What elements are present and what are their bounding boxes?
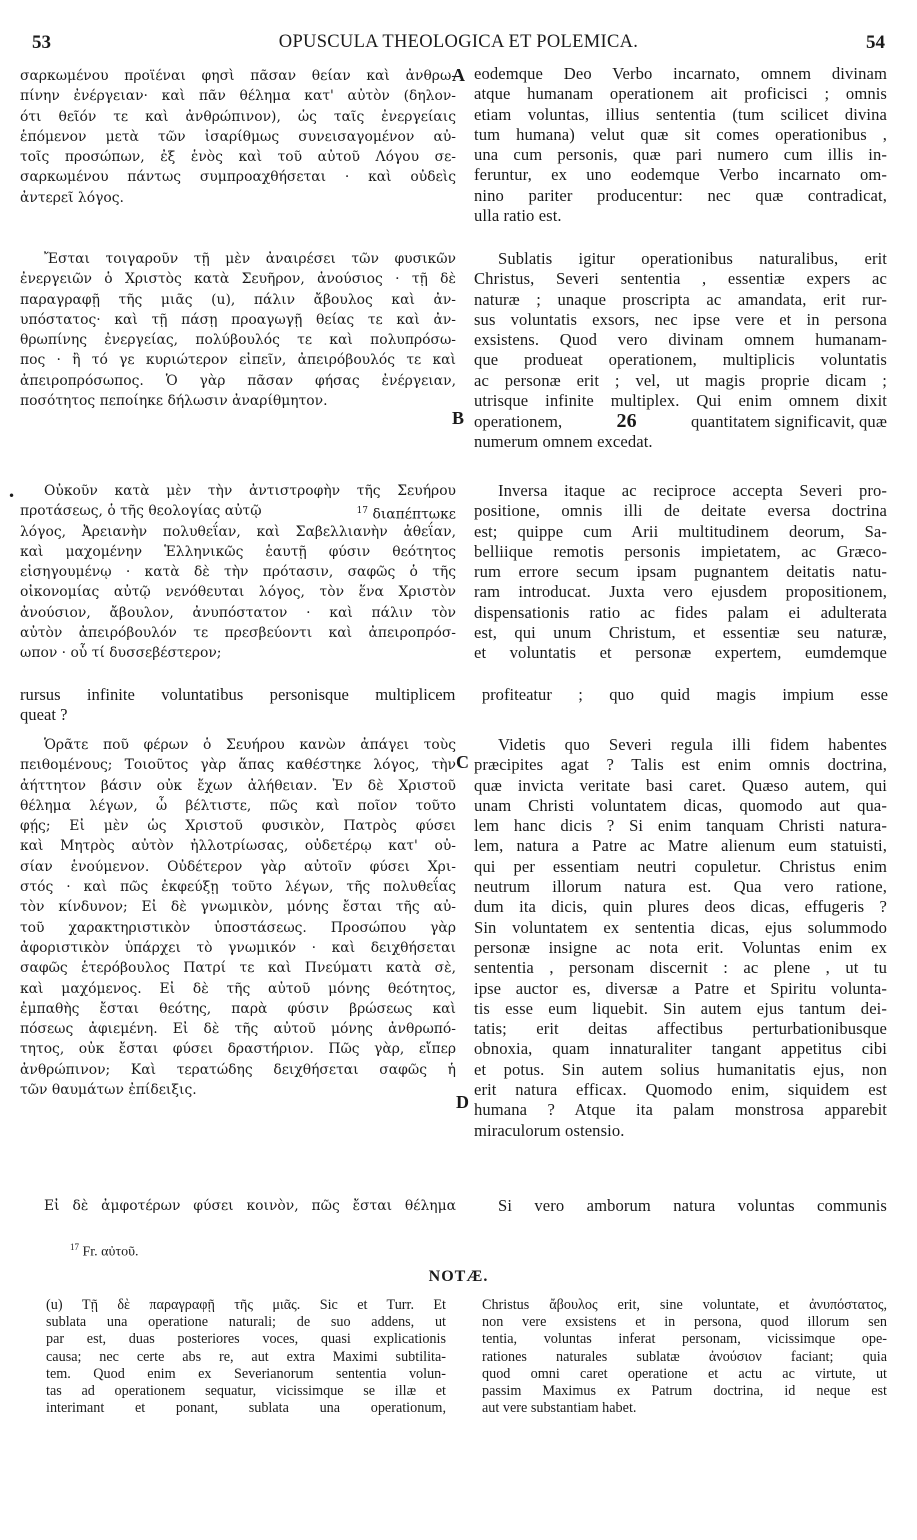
latin-paragraph-5 <box>474 1196 887 1216</box>
note-line: sublata una operatione naturali; de suo addens, ut <box>46 1314 446 1331</box>
text-line: ἀνθρώπινον; Καὶ τερατώδης δειχθήσεται σαφῶς ἡ <box>20 1061 456 1078</box>
text-line: lem, natura a Patre ac Matre alienum eum statuisti, <box>474 836 887 856</box>
text-line: tis esse eum liquebit. Sin autem ejus tantum dei- <box>474 998 887 1018</box>
text-line: Inversa itaque ac reciproce accepta Severi pro- <box>498 481 887 500</box>
text-line: et voluntatis et personæ expertem, eumdemque <box>474 643 887 663</box>
latin-paragraph-1 <box>474 64 887 226</box>
running-title: OPUSCULA THEOLOGICA ET POLEMICA. <box>278 32 639 52</box>
note-line: causa; nec certe abs re, aut extra Maximi subtilita- <box>46 1348 446 1365</box>
text-line: numerum omnem excedat. <box>474 431 653 451</box>
text-line: τοῦ χαρακτηριστικὸν ὑποστάσεως. Προσώπου γὰρ <box>20 919 456 936</box>
text-line: Οὐκοῦν κατὰ μὲν τὴν ἀντιστροφὴν τῆς Σευήρου <box>44 483 456 499</box>
text-line: τῶν θαυμάτων ἐπίδειξις. <box>20 1082 197 1099</box>
text-line: καὶ μαχόμενος. Εἰ δὲ τῆς αὐτοῦ μόνης θεότητος, <box>20 980 456 997</box>
footnote <box>70 1238 139 1262</box>
text-line: ἑπόμενον μετὰ τῶν ἰσαρίθμως συνεισαγομένον αὐ- <box>20 128 456 145</box>
text-line: erit natura efficax. Quomodo enim, siquidem est <box>474 1080 887 1100</box>
text-line: personæ insigne ac nota erit. Voluntas enim ex <box>474 937 887 957</box>
latin-paragraph-3 <box>474 481 887 664</box>
text-line: στός · καὶ πῶς ἐκφεύξῃ τοῦτο λέγων, τῆς πολυθεΐας <box>20 879 456 896</box>
footnote-reference: 17 <box>356 506 369 517</box>
text-line: αὐτὸν ἀπειρόβουλόν τε πρεσβεύοντι καὶ ἀπειροπρόσ- <box>20 625 456 642</box>
text-line: υπόστατος· καὶ τῇ πάσῃ προαγωγῇ θείας τε καὶ ἀν- <box>20 311 456 328</box>
text-line: eodemque Deo Verbo incarnato, omnem divinam <box>474 64 887 83</box>
text-line: πος · ἢ τό γε κυριώτερον εἰπεῖν, ἀπειρόβουλός τε καὶ <box>20 352 456 369</box>
text-line: τὸν κίνδυνον; Εἰ δὲ γνωμικὸν, μόνης ἔσται τῆς αὐ- <box>20 899 456 916</box>
text-line: Sin voluntatem ex sententia dicas, ejus solummodo <box>474 917 887 937</box>
text-line: εἰσηγουμένῳ · κατὰ δὲ τὴν πρότασιν, σαφῶς ὁ τῆς <box>20 564 456 581</box>
text-line: θρωπίνης ἐνεργείας, πολύβουλός τε καὶ πολυπρόσω- <box>20 332 456 349</box>
note-line: (u) Τῇ δὲ παραγραφῇ τῆς μιᾶς. Sic et Turr. Et <box>46 1297 446 1313</box>
margin-mark: • <box>8 489 16 503</box>
greek-paragraph-4 <box>20 735 456 1100</box>
text-line: præcipites agat ? Talis est enim omnis doctrina, <box>474 755 887 775</box>
text-line: una cum personis, quæ pari numero cum illis in- <box>474 145 887 165</box>
text-line: λόγος, Ἀρειανὴν πολυθεΐαν, καὶ Σαβελλιανὴν ἀθεΐαν, <box>20 523 456 540</box>
note-line: interimant et ponant, sublata una operationum, <box>46 1400 446 1417</box>
note-line: non vere exsistens et in persona, quod illorum sen <box>482 1314 887 1331</box>
text-line: qui per essentiam neutri copuletur. Christus enim <box>474 856 887 876</box>
text-line: ac personæ erit ; vel, ut magis proprie dicam ; <box>474 370 887 390</box>
note-line: tem. Quod enim ex Severianorum sententia volun- <box>46 1365 446 1382</box>
text-line: θέλημα λέγων, ὦ βέλτιστε, πῶς καὶ ποῖον τοῦτο <box>20 797 456 814</box>
text-line: etiam voluntas, illius sententia (tum scilicet divina <box>474 104 887 124</box>
text-line: παραγραφῇ τῆς μιᾶς (u), πάλιν ἄβουλος καὶ ἀν- <box>20 291 456 308</box>
text-line: Videtis quo Severi regula illi fidem habentes <box>498 735 887 754</box>
text-line: est, qui unum Christum, et essentiæ seu naturæ, <box>474 623 887 643</box>
text-line: queat ? <box>20 705 68 725</box>
text-line: ποσότητος πεποίηκε δήλωσιν ἀναρίθμητον. <box>20 393 328 410</box>
footnote-number: 17 <box>70 1242 79 1252</box>
text-line: οἰκονομίας αὐτῷ νενόθευται λόγος, τὸν ἕνα Χριστὸν <box>20 584 456 601</box>
text-line: σαρκωμένου πάντως συμπροαχθήσεται · καὶ οὐδεὶς <box>20 169 456 186</box>
text-line: ram introducat. Juxta vero ejusdem propositionem, <box>474 582 887 602</box>
text-line <box>474 411 887 431</box>
text-line: πίνην ἐνέργειαν· καὶ πᾶν θέλημα κατ' αὐτὸν (δηλον- <box>20 88 456 105</box>
note-line: tentia, voluntas inferat personam, vicissimque ope- <box>482 1331 887 1348</box>
text-line: καὶ Μητρὸς αὐτὸν ἠλλοτρίωσας, οὐδετέρῳ κατ' οὐ- <box>20 838 456 855</box>
column-number: 26 <box>616 410 637 433</box>
notes-heading: NOTÆ. <box>428 1268 489 1285</box>
text-line: ἐνεργειῶν ὁ Χριστὸς κατὰ Σευῆρον, ἀνούσιος · τῇ δὲ <box>20 271 456 288</box>
text-line: ωπον · οὗ τί δυσσεβέστερον; <box>20 645 222 662</box>
column-marker-b: B <box>452 408 465 428</box>
text-line: tatis; erit deitas affectibus perturbationibusque <box>474 1019 887 1039</box>
note-line: aut vere substantiam habet. <box>482 1400 637 1417</box>
text-line: Ὁρᾶτε ποῦ φέρων ὁ Σευήρου κανὼν ἀπάγει τοὺς <box>44 737 456 753</box>
notes-column-right <box>482 1297 887 1417</box>
text-line: tum humana) velut quæ sit comes operationibus , <box>474 124 887 144</box>
text-line: et potus. Sin autem solius humanitatis ejus, non <box>474 1059 887 1079</box>
text-line: τητος, οὐκ ἔσται φύσει δραστήριον. Πῶς γὰρ, εἴπερ <box>20 1041 456 1058</box>
text-line: σαφῶς ἑτερόβουλος Πατρί τε καὶ Πνεύματι κατὰ σὲ, <box>20 960 456 977</box>
text-line: nino pariter producentur: nec quæ contradicat, <box>474 185 887 205</box>
text-line: utrisque infinite multiplex. Qui enim omnem dixit <box>474 391 887 411</box>
note-line: tas ad operationem sequatur, vicissimque se illæ et <box>46 1382 446 1399</box>
text-line: unam Christi voluntatem dicas, quomodo aut qua- <box>474 795 887 815</box>
text-line: est; quippe cum Arii multitudinem deorum, Sa- <box>474 521 887 541</box>
text-line: miraculorum ostensio. <box>474 1120 625 1140</box>
text-line: ἀήττητον βάσιν οὐκ ἔχων ἀλήθειαν. Ἐν δὲ Χριστοῦ <box>20 777 456 794</box>
text-line: Εἰ δὲ ἀμφοτέρων φύσει κοινὸν, πῶς ἔσται θέλημα <box>44 1198 456 1214</box>
text-line: lem hanc dicis ? Si enim tanquam Christi natura- <box>474 816 887 836</box>
page-number-right: 54 <box>866 32 885 53</box>
greek-paragraph-5 <box>20 1196 456 1216</box>
text-line: positione, omnis illi de deitate eversa doctrina <box>474 501 887 521</box>
greek-paragraph-2 <box>20 249 456 411</box>
text-line: φῄς; Εἰ μὲν ὡς Χριστοῦ φυσικὸν, Πατρὸς φύσει <box>20 818 456 835</box>
notes-column-left <box>46 1297 446 1417</box>
column-marker-c: C <box>456 752 469 772</box>
note-line: par est, duas posteriores voces, quasi explicationis <box>46 1331 446 1348</box>
latin-paragraph-2 <box>474 249 887 452</box>
note-line: quod omni caret operatione et actu ac virtute, ut <box>482 1365 887 1382</box>
text-line: Si vero amborum natura voluntas communis <box>498 1196 887 1215</box>
text-line: πόσεως ἀφιεμένη. Εἰ δὲ τῆς αὐτοῦ μόνης ἀνθρωπό- <box>20 1021 456 1038</box>
page-number-left: 53 <box>32 32 51 53</box>
text-line <box>20 501 456 521</box>
text-line: Sublatis igitur operationibus naturalibus, erit <box>498 249 887 268</box>
greek-paragraph-1 <box>20 66 456 208</box>
column-marker-a: A <box>452 65 465 85</box>
text-fragment: operationem, <box>474 412 563 432</box>
text-line: dum ita dicis, quin plures deos dicas, effugeris ? <box>474 897 887 917</box>
text-line: quæ invicta veritate basi caret. Quæso autem, qui <box>474 775 887 795</box>
text-line: feruntur, ex uno eodemque Verbo incarnato om- <box>474 165 887 185</box>
text-line: humana ? Atque ita palam monstrosa apparebit <box>474 1100 887 1120</box>
text-line: Christus, Severi sententia , essentiæ expers ac <box>474 269 887 289</box>
full-width-text <box>20 685 888 726</box>
text-line: ulla ratio est. <box>474 206 562 226</box>
footnote-text: Fr. αὐτοῦ. <box>82 1244 139 1260</box>
text-line: rum errore secum ipsam pugnantem deitatis natu- <box>474 562 887 582</box>
note-line: rationes naturales sublatæ ἀνούσιον faciant; quia <box>482 1348 887 1365</box>
text-line: dispensationis ratio ac fides palam ei adulterata <box>474 602 887 622</box>
text-line: τοῖς προσώπων, ἐξ ἑνὸς καὶ τοῦ αὐτοῦ Λόγου σε- <box>20 149 456 166</box>
text-fragment: quantitatem significavit, quæ <box>691 412 887 432</box>
text-line: exsistens. Quod vero divinam omnem humanam- <box>474 330 887 350</box>
note-line: passim Maximus ex Patrum doctrina, id neque est <box>482 1382 887 1399</box>
greek-paragraph-3 <box>20 481 456 664</box>
latin-paragraph-4 <box>474 735 887 1141</box>
text-line: atque humanam operationem ait proficisci ; omnis <box>474 84 887 104</box>
text-line: naturæ ; unaque proscripta ac amandata, erit rur- <box>474 289 887 309</box>
text-line: σαρκωμένου προϊέναι φησὶ πᾶσαν θείαν καὶ ἀνθρω- <box>20 68 456 84</box>
text-line: ἀφοριστικὸν ὑπάρχει τὸ γνωμικόν · καὶ δειχθήσεται <box>20 939 456 956</box>
text-line: ἐμπαθὴς ἔσται θεότης, παρὰ φύσιν βρώσεως καὶ <box>20 1000 456 1017</box>
text-line: ipse auctor es, diversæ a Patre et Spiritu volunta- <box>474 978 887 998</box>
text-line: que produeat operationem, multiplicis voluntatis <box>474 350 887 370</box>
text-line: ότι θεῖόν τε καὶ ἀνθρώπινον), ὡς ταῖς ἐνεργείαις <box>20 108 456 125</box>
text-line: Ἔσται τοιγαροῦν τῇ μὲν ἀναιρέσει τῶν φυσικῶν <box>44 251 456 267</box>
text-line: ἀντερεῖ λόγος. <box>20 189 124 206</box>
note-line: Christus ἄβουλος erit, sine voluntate, et ἀνυπόστατος, <box>482 1297 887 1313</box>
text-line: obnoxia, quam innaturaliter tangant appetitus cibi <box>474 1039 887 1059</box>
column-marker-d: D <box>456 1092 469 1112</box>
text-line: belliique remotis personis impietatem, ac Græco- <box>474 541 887 561</box>
text-line: sus voluntatis exsors, nec ipse vere et in persona <box>474 309 887 329</box>
text-line: πειθομένους; Τοιοῦτος γὰρ ἅπας καθέστηκε λόγος, τὴν <box>20 757 456 774</box>
text-line: καὶ μαχομένην Ἑλληνικῶς ἑαυτῇ φύσιν θεότητος <box>20 543 456 560</box>
text-line: neutrum illorum natura est. Qua vero ratione, <box>474 877 887 897</box>
text-line: σίαν ἑνούμενον. Οὐδέτερον γὰρ αὐτοῖν φύσει Χρι- <box>20 858 456 875</box>
text-line: sententia , personam discernit : ac plene , ut tu <box>474 958 887 978</box>
text-fragment: διαπέπτωκε <box>372 506 456 523</box>
text-line: rursus infinite voluntatibus personisque multiplicem profiteatur ; quo quid magis impium esse <box>20 685 888 704</box>
running-header <box>32 32 885 58</box>
text-line: ἀνούσιον, ἄβουλον, ἀνυπόστατον · καὶ πάλιν τὸν <box>20 604 456 621</box>
text-line: ἀπειροπρόσωπος. Ὁ γὰρ πᾶσαν φήσας ἐνέργειαν, <box>20 372 456 389</box>
text-fragment: προτάσεως, ὁ τῆς θεολογίας αὐτῷ <box>20 503 262 520</box>
